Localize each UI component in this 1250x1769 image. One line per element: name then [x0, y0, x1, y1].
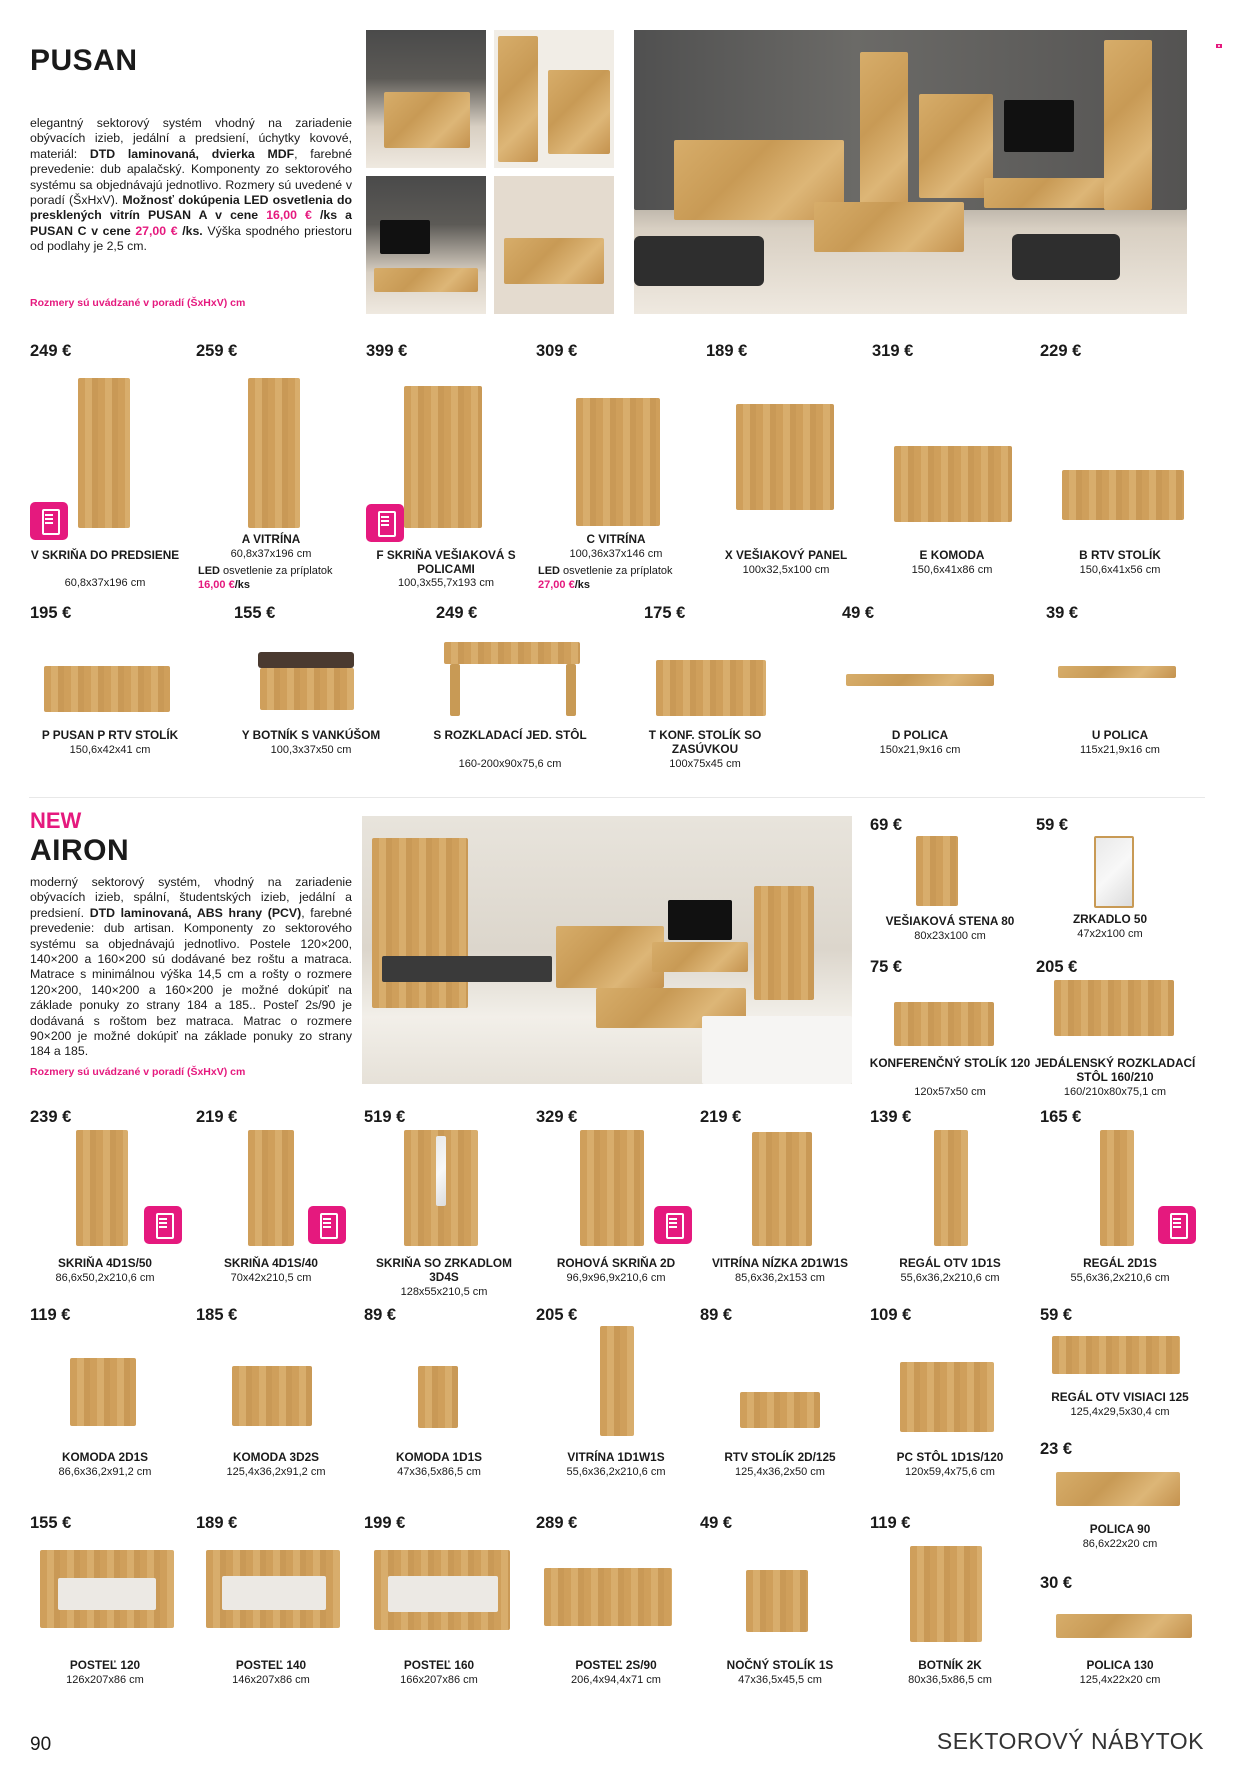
product-name: VEŠIAKOVÁ STENA 80 — [885, 914, 1015, 928]
product-name: REGÁL OTV VISIACI 125 — [1051, 1390, 1189, 1404]
price: 23 € — [1040, 1440, 1073, 1458]
price: 165 € — [1040, 1108, 1082, 1126]
wardrobe-icon — [654, 1206, 692, 1244]
product-name: P PUSAN P RTV STOLÍK — [41, 728, 179, 742]
rtv-image — [740, 1392, 820, 1428]
price: 175 € — [644, 604, 686, 622]
price: 39 € — [1046, 604, 1079, 622]
product-name: PC STÔL 1D1S/120 — [896, 1450, 1004, 1464]
pusan-photo-living-room — [634, 30, 1187, 314]
product-dimensions: 100x75x45 cm — [669, 758, 741, 770]
wardrobe-icon — [366, 504, 404, 542]
bed-mattress — [58, 1578, 156, 1610]
product-name: VITRÍNA NÍZKA 2D1W1S — [711, 1256, 849, 1270]
led-note: LED osvetlenie za príplatok 16,00 €/ks — [198, 565, 333, 591]
product-name: A VITRÍNA — [241, 532, 301, 546]
product-dimensions: 125,4x36,2x91,2 cm — [226, 1466, 326, 1478]
wardrobe-image — [248, 1130, 294, 1246]
cushion-image — [258, 652, 354, 668]
product-dimensions: 150,6x41x56 cm — [1079, 564, 1161, 576]
product-dimensions: 128x55x210,5 cm — [400, 1286, 488, 1298]
product-name: D POLICA — [891, 728, 949, 742]
price: 189 € — [196, 1514, 238, 1532]
pusan-dimension-note: Rozmery sú uvádzané v poradí (ŠxHxV) cm — [30, 297, 246, 309]
price: 249 € — [30, 342, 72, 360]
product-name: POSTEĽ 2S/90 — [575, 1658, 657, 1672]
product-name: POSTEĽ 140 — [235, 1658, 307, 1672]
price: 59 € — [1040, 1306, 1073, 1324]
bed-image — [544, 1568, 672, 1626]
price: 139 € — [870, 1108, 912, 1126]
product-name: RTV STOLÍK 2D/125 — [724, 1450, 836, 1464]
panel-image — [736, 404, 834, 510]
product-dimensions: 166x207x86 cm — [400, 1674, 478, 1686]
price: 30 € — [1040, 1574, 1073, 1592]
product-dimensions: 80x23x100 cm — [914, 930, 986, 942]
price: 229 € — [1040, 342, 1082, 360]
price: 239 € — [30, 1108, 72, 1126]
product-name: KOMODA 2D1S — [61, 1450, 149, 1464]
product-name: REGÁL 2D1S — [1083, 1256, 1157, 1270]
price: 219 € — [700, 1108, 742, 1126]
vitrina-image — [576, 398, 660, 526]
shelf-image — [1056, 1614, 1192, 1638]
product-dimensions: 150,6x42x41 cm — [69, 744, 151, 756]
product-dimensions: 100,3x37x50 cm — [270, 744, 352, 756]
product-dimensions: 55,6x36,2x210,6 cm — [566, 1466, 666, 1478]
product-dimensions: 146x207x86 cm — [232, 1674, 310, 1686]
page-number: 90 — [30, 1734, 52, 1755]
shelf-image — [846, 674, 994, 686]
wardrobe-image — [78, 378, 130, 528]
price: 189 € — [706, 342, 748, 360]
table-leg — [566, 664, 576, 716]
botnik-image — [260, 668, 354, 710]
komoda-image — [418, 1366, 458, 1428]
komoda-image — [232, 1366, 312, 1426]
product-name: POLICA 130 — [1086, 1658, 1154, 1672]
price: 219 € — [196, 1108, 238, 1126]
product-name: U POLICA — [1091, 728, 1149, 742]
wardrobe-icon — [144, 1206, 182, 1244]
product-dimensions: 47x2x100 cm — [1077, 928, 1143, 940]
product-dimensions: 150,6x41x86 cm — [911, 564, 993, 576]
price: 49 € — [842, 604, 875, 622]
price: 89 € — [700, 1306, 733, 1324]
product-name: SKRIŇA 4D1S/40 — [224, 1256, 318, 1270]
rtv-image — [1062, 470, 1184, 520]
product-name: ROHOVÁ SKRIŇA 2D — [556, 1256, 676, 1270]
price: 119 € — [30, 1306, 71, 1324]
price: 289 € — [536, 1514, 578, 1532]
desk-image — [900, 1362, 994, 1432]
product-name: KONFERENČNÝ STOLÍK 120 — [869, 1056, 1031, 1070]
pusan-photo-vitrina — [494, 30, 614, 168]
botnik-image — [910, 1546, 982, 1642]
product-name: V SKRIŇA DO PREDSIENE — [30, 548, 180, 562]
product-name: SKRIŇA 4D1S/50 — [58, 1256, 152, 1270]
product-name: F SKRIŇA VEŠIAKOVÁ S POLICAMI — [376, 548, 516, 576]
section-divider — [29, 797, 1205, 798]
wardrobe-icon — [1158, 1206, 1196, 1244]
product-name: E KOMODA — [919, 548, 985, 562]
wardrobe-image — [404, 386, 482, 528]
table-top-image — [444, 642, 580, 664]
product-dimensions: 160-200x90x75,6 cm — [458, 758, 562, 770]
product-dimensions: 126x207x86 cm — [66, 1674, 144, 1686]
product-dimensions: 60,8x37x196 cm — [230, 548, 312, 560]
product-dimensions: 160/210x80x75,1 cm — [1063, 1086, 1167, 1098]
rtv-image — [44, 666, 170, 712]
coat-rack-image — [916, 836, 958, 906]
shelf-unit-image — [1100, 1130, 1134, 1246]
pusan-description: elegantný sektorový systém vhodný na zariadenie obývacích izieb, jedální a predsiení, úchytky kovové, materiál: DTD laminovaná, dvierka MDF, farebné prevedenie: dub apalačský. Komponenty zo sektorového systému sa objednávajú jednotlivo. Rozmery sú uvedené v poradí (ŠxHxV). Možnosť dokúpenia LED osvetlenia do presklených vitrín PUSAN A v cene 16,00 € /ks a PUSAN C v cene 27,00 € /ks. Výška spodného priestoru od podlahy je 2,5 cm. — [30, 116, 353, 254]
price: 155 € — [234, 604, 276, 622]
product-name: REGÁL OTV 1D1S — [899, 1256, 1001, 1270]
product-dimensions: 100x32,5x100 cm — [742, 564, 830, 576]
product-name: POLICA 90 — [1089, 1522, 1151, 1536]
product-dimensions: 80x36,5x86,5 cm — [908, 1674, 992, 1686]
pusan-title: PUSAN — [30, 44, 138, 77]
product-dimensions: 47x36,5x86,5 cm — [397, 1466, 481, 1478]
product-name: KOMODA 3D2S — [232, 1450, 320, 1464]
price: 185 € — [196, 1306, 238, 1324]
product-name: ZRKADLO 50 — [1072, 912, 1148, 926]
price: 329 € — [536, 1108, 578, 1126]
product-dimensions: 55,6x36,2x210,6 cm — [900, 1272, 1000, 1284]
product-dimensions: 86,6x22x20 cm — [1082, 1538, 1158, 1550]
price: 59 € — [1036, 816, 1069, 834]
price: 75 € — [870, 958, 903, 976]
product-dimensions: 206,4x94,4x71 cm — [571, 1674, 661, 1686]
nightstand-image — [746, 1570, 808, 1632]
price: 69 € — [870, 816, 903, 834]
product-dimensions: 47x36,5x45,5 cm — [738, 1674, 822, 1686]
product-dimensions: 55,6x36,2x210,6 cm — [1070, 1272, 1170, 1284]
wardrobe-icon — [308, 1206, 346, 1244]
airon-photo-living-room — [362, 816, 852, 1084]
vitrina-image — [600, 1326, 634, 1436]
airon-description: moderný sektorový systém, vhodný na zariadenie obývacích izieb, spální, študentských izieb, jedální a predsiení. DTD laminovaná, ABS hrany (PCV), farebné prevedenie: dub artisan. Komponenty zo sektorového systému sa objednávajú jednotlivo. Postele 120×200, 140×200 a 160×200 sú dodávané bez roštu a matraca. Matrace s minimálnou výška 14,5 cm a rošty o rozmere 120×200, 140×200 a 160×200 je možné dokúpiť na základe ponuky zo strany 184 a 185.. Posteľ 2s/90 je dodávaná s roštom bez matraca. Matrac o rozmere 90×200 je možné dokúpiť na základe ponuky zo strany 184 a 185. — [30, 875, 353, 1059]
price: 109 € — [870, 1306, 912, 1324]
product-name: POSTEĽ 120 — [69, 1658, 141, 1672]
price: 119 € — [870, 1514, 911, 1532]
mirror-image — [1094, 836, 1134, 908]
price: 399 € — [366, 342, 408, 360]
product-dimensions: 125,4x29,5x30,4 cm — [1070, 1406, 1170, 1418]
price: 259 € — [196, 342, 238, 360]
category-label: SEKTOROVÝ NÁBYTOK — [936, 1728, 1204, 1754]
price: 199 € — [364, 1514, 406, 1532]
product-name: POSTEĽ 160 — [403, 1658, 475, 1672]
product-name: VITRÍNA 1D1W1S — [567, 1450, 665, 1464]
airon-title: AIRON — [30, 834, 130, 867]
product-name: S ROZKLADACÍ JED. STÔL — [433, 728, 587, 742]
price: 49 € — [700, 1514, 733, 1532]
led-note: LED osvetlenie za príplatok 27,00 €/ks — [538, 565, 673, 591]
product-name: B RTV STOLÍK — [1079, 548, 1161, 562]
vitrina-image — [752, 1132, 812, 1246]
table-image — [1054, 980, 1174, 1036]
product-dimensions: 85,6x36,2x153 cm — [735, 1272, 825, 1284]
product-dimensions: 100,36x37x146 cm — [569, 548, 663, 560]
product-dimensions: 100,3x55,7x193 cm — [397, 577, 494, 589]
product-dimensions: 125,4x22x20 cm — [1079, 1674, 1161, 1686]
price: 249 € — [436, 604, 478, 622]
product-dimensions: 150x21,9x16 cm — [879, 744, 961, 756]
price: 519 € — [364, 1108, 406, 1126]
table-leg — [450, 664, 460, 716]
product-name: Y BOTNÍK S VANKÚŠOM — [241, 728, 381, 742]
product-name: KOMODA 1D1S — [395, 1450, 483, 1464]
airon-dimension-note: Rozmery sú uvádzané v poradí (ŠxHxV) cm — [30, 1066, 246, 1078]
komoda-image — [70, 1358, 136, 1426]
camera-icon — [1216, 36, 1222, 42]
bed-mattress — [222, 1576, 326, 1610]
shelf-image — [1056, 1472, 1180, 1506]
price: 155 € — [30, 1514, 72, 1532]
product-dimensions: 70x42x210,5 cm — [230, 1272, 312, 1284]
product-name: X VEŠIAKOVÝ PANEL — [724, 548, 848, 562]
product-name: BOTNÍK 2K — [918, 1658, 982, 1672]
coffee-table-image — [656, 660, 766, 716]
pusan-photo-komoda — [366, 30, 486, 168]
wardrobe-image — [580, 1130, 644, 1246]
product-name: JEDÁLENSKÝ ROZKLADACÍ STÔL 160/210 — [1034, 1056, 1196, 1084]
product-dimensions: 86,6x50,2x210,6 cm — [55, 1272, 155, 1284]
price: 309 € — [536, 342, 578, 360]
product-dimensions: 96,9x96,9x210,6 cm — [566, 1272, 666, 1284]
hanging-shelf-image — [1052, 1336, 1180, 1374]
product-dimensions: 115x21,9x16 cm — [1080, 744, 1160, 756]
pusan-photo-tv — [366, 176, 486, 314]
price: 195 € — [30, 604, 72, 622]
product-name: NOČNÝ STOLÍK 1S — [726, 1658, 834, 1672]
product-dimensions: 120x57x50 cm — [914, 1086, 986, 1098]
price: 205 € — [536, 1306, 578, 1324]
product-dimensions: 120x59,4x75,6 cm — [905, 1466, 995, 1478]
product-dimensions: 86,6x36,2x91,2 cm — [58, 1466, 152, 1478]
vitrina-image — [248, 378, 300, 528]
shelf-image — [1058, 666, 1176, 678]
bed-mattress — [388, 1576, 498, 1612]
product-name: T KONF. STOLÍK SO ZASÚVKOU — [648, 728, 762, 756]
komoda-image — [894, 446, 1012, 522]
shelf-unit-image — [934, 1130, 968, 1246]
wardrobe-image — [76, 1130, 128, 1246]
price: 319 € — [872, 342, 914, 360]
product-name: C VITRÍNA — [586, 532, 646, 546]
product-dimensions: 125,4x36,2x50 cm — [735, 1466, 825, 1478]
price: 89 € — [364, 1306, 397, 1324]
new-label: NEW — [30, 808, 82, 833]
product-dimensions: 60,8x37x196 cm — [64, 577, 146, 589]
price: 205 € — [1036, 958, 1078, 976]
wardrobe-icon — [30, 502, 68, 540]
mirror-image — [436, 1136, 446, 1206]
product-name: SKRIŇA SO ZRKADLOM 3D4S — [376, 1256, 512, 1284]
coffee-table-image — [894, 1002, 994, 1046]
pusan-photo-table — [494, 176, 614, 314]
